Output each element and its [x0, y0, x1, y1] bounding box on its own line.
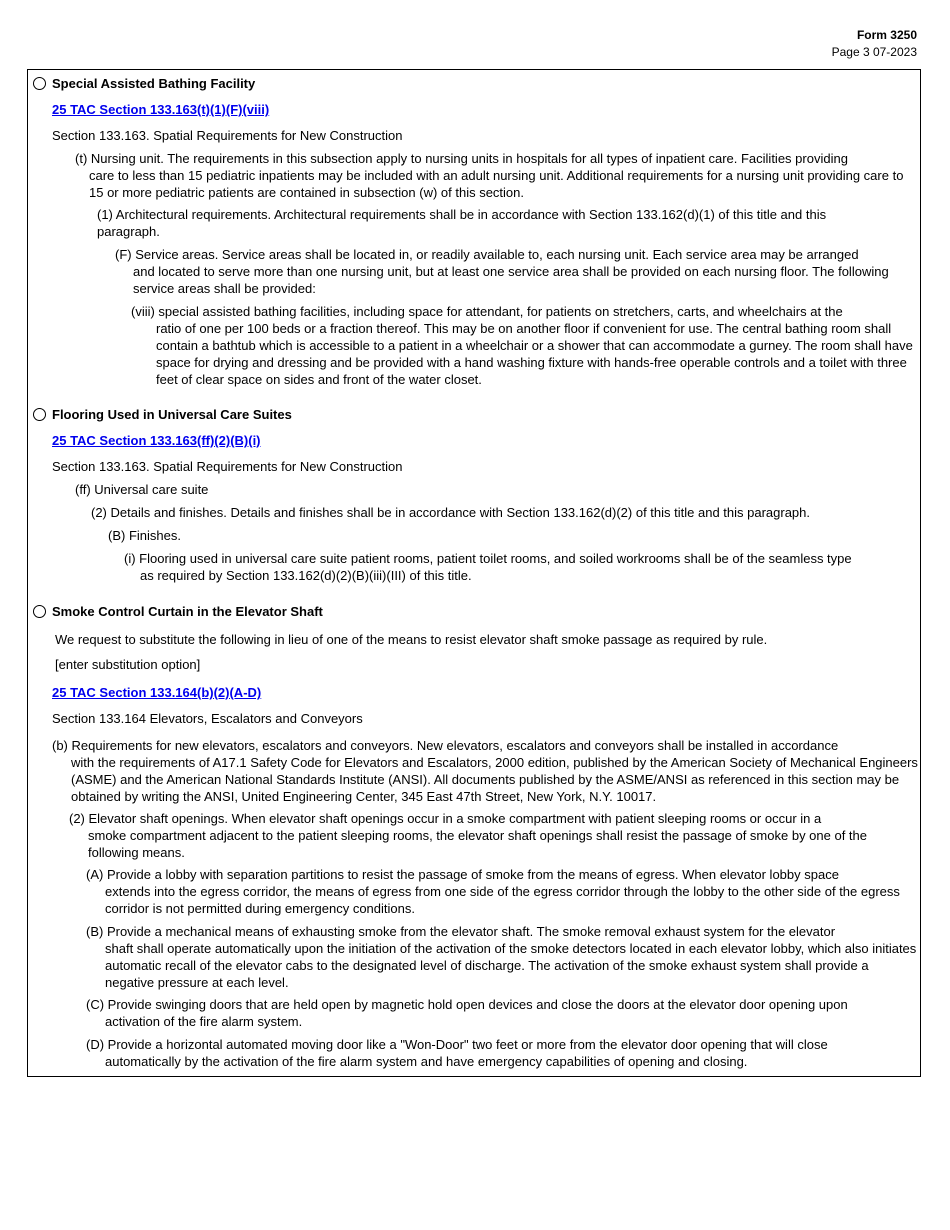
paragraph-1: (1) Architectural requirements. Architectural requirements shall be in accordance with Section 133.162(d)(1) of this title and this paragraph. — [97, 207, 827, 239]
paragraph-BB: (B) Provide a mechanical means of exhausting smoke from the elevator shaft. The smoke removal exhaust system for the elevator shaft shall operate automatically upon the initiation of the activation of the smoke detectors located in each elevator lobby, which also initiates automatic recall of the elevator cabs to the designated level of discharge. The activation of the smoke exhaust system shall provide a negative pressure at each level. — [86, 924, 917, 990]
rule-link[interactable]: 25 TAC Section 133.163(ff)(2)(B)(i) — [52, 433, 261, 448]
rule-link[interactable]: 25 TAC Section 133.163(t)(1)(F)(viii) — [52, 102, 270, 117]
rule-link[interactable]: 25 TAC Section 133.164(b)(2)(A-D) — [52, 685, 262, 700]
form-header — [832, 27, 917, 61]
paragraph-ff: (ff) Universal care suite — [75, 482, 209, 497]
paragraph-A: (A) Provide a lobby with separation partitions to resist the passage of smoke from the means of egress. When elevator lobby space extends into the egress corridor, the means of egress from one side of the egress corridor through the lobby to the other side of the egress corridor is not permitted during emergency conditions. — [86, 867, 900, 916]
option-title: Special Assisted Bathing Facility — [52, 76, 256, 91]
option-title: Smoke Control Curtain in the Elevator Shaft — [52, 604, 323, 619]
substitution-input[interactable]: [enter substitution option] — [55, 657, 201, 672]
radio-button[interactable] — [33, 605, 46, 618]
option-title: Flooring Used in Universal Care Suites — [52, 407, 292, 422]
paragraph-t: (t) Nursing unit. The requirements in this subsection apply to nursing units in hospitals for all types of inpatient care. Facilities providing care to less than 15 pediatric inpatients may be included with an adult nursing unit. Additional requirements for a nursing unit providing care to 15 or more pediatric patients are contained in subsection (w) of this section. — [75, 151, 904, 200]
option-flooring[interactable] — [33, 406, 292, 423]
paragraph-D: (D) Provide a horizontal automated moving door like a "Won-Door" two feet or more from the elevator door opening that will close automatically by the activation of the fire alarm system and have emergency capabilities of opening and closing. — [86, 1037, 828, 1069]
option-smoke-curtain[interactable] — [33, 603, 323, 620]
paragraph-b: (b) Requirements for new elevators, escalators and conveyors. New elevators, escalators and conveyors shall be installed in accordance with the requirements of A17.1 Safety Code for Elevators and Escalators, 2000 edition, published by the American Society of Mechanical Engineers (ASME) and the American National Standards Institute (ANSI). All documents published by the ASME/ANSI as referenced in this section may be obtained by writing the ANSI, United Engineering Center, 345 East 47th Street, New York, N.Y. 10017. — [52, 738, 918, 804]
substitution-request: We request to substitute the following in lieu of one of the means to resist elevator shaft smoke passage as required by rule. — [55, 632, 768, 647]
section-heading: Section 133.163. Spatial Requirements for New Construction — [52, 459, 403, 474]
paragraph-C: (C) Provide swinging doors that are held open by magnetic hold open devices and close the doors at the elevator door opening upon activation of the fire alarm system. — [86, 997, 848, 1029]
section-heading: Section 133.164 Elevators, Escalators and Conveyors — [52, 711, 363, 726]
paragraph-i: (i) Flooring used in universal care suite patient rooms, patient toilet rooms, and soiled workrooms shall be of the seamless type as required by Section 133.162(d)(2)(B)(iii)(III) of this title. — [124, 551, 852, 583]
paragraph-B: (B) Finishes. — [108, 528, 181, 543]
form-content-box — [27, 69, 921, 1077]
paragraph-2-openings: (2) Elevator shaft openings. When elevator shaft openings occur in a smoke compartment with patient sleeping rooms or occur in a smoke compartment adjacent to the patient sleeping rooms, the elevator shaft openings shall resist the passage of smoke by one of the following means. — [69, 811, 868, 860]
paragraph-viii: (viii) special assisted bathing facilities, including space for attendant, for patients on stretchers, carts, and wheelchairs at the ratio of one per 100 beds or a fraction thereof. This may be on another floor if convenient for use. The central bathing room shall contain a bathtub which is accessible to a patient in a wheelchair or a shower that can accommodate a gurney. The room shall have space for drying and dressing and be provided with a hand washing fixture with hands-free operable controls and a toilet with three feet of clear space on sides and front of the water closet. — [131, 304, 913, 387]
option-bathing-facility[interactable] — [33, 75, 255, 92]
radio-button[interactable] — [33, 77, 46, 90]
page-info: Page 3 07-2023 — [831, 45, 917, 59]
section-heading: Section 133.163. Spatial Requirements for New Construction — [52, 128, 403, 143]
form-number: Form 3250 — [856, 28, 917, 42]
paragraph-F: (F) Service areas. Service areas shall be located in, or readily available to, each nursing unit. Each service area may be arranged and located to serve more than one nursing unit, but at least one service area shall be provided on each nursing floor. The following service areas shall be provided: — [115, 247, 889, 296]
radio-button[interactable] — [33, 408, 46, 421]
paragraph-2: (2) Details and finishes. Details and finishes shall be in accordance with Section 133.162(d)(2) of this title and this paragraph. — [91, 505, 811, 520]
